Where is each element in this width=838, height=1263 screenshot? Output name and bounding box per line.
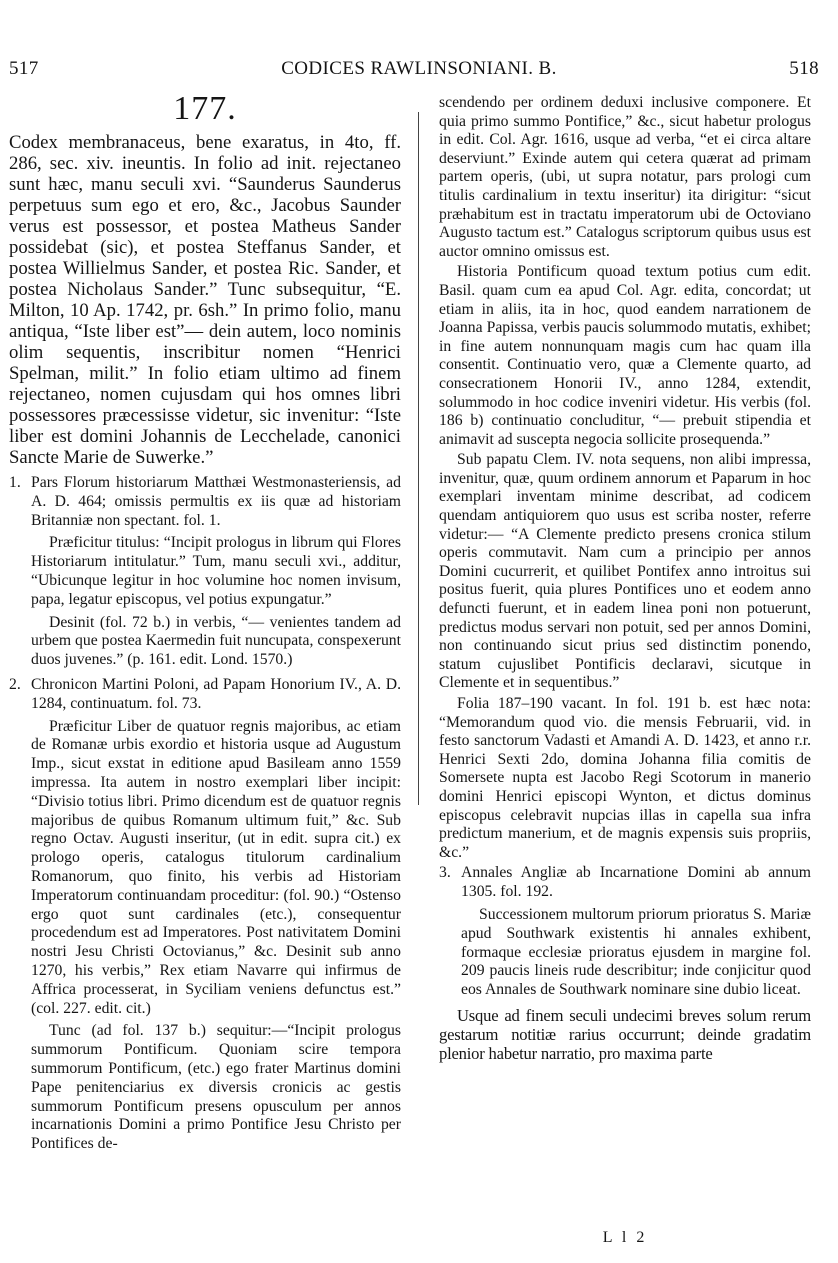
item-2-paragraph: Tunc (ad fol. 137 b.) sequitur:—“Incipit prologus summorum Pontificum. Quoniam scire tempora summorum Pontificum, (etc.) ego frater Martinus domini Pape penitenciarius ex diversis cronicis ac gestis summorum Pontificum presens opusculum per annos incarnationis Domini a primo Pontifice Jesu Christo per Pontifices de- [31, 1022, 401, 1153]
column-divider [418, 112, 419, 805]
running-title: CODICES RAWLINSONIANI. B. [281, 58, 557, 79]
entry-number: 177. [173, 90, 237, 127]
item-title: Pars Florum historiarum Matthæi Westmonasteriensis, ad A. D. 464; omissis permultis ex iis quæ ad historiam Britanniæ non spectant. fol. 1. [31, 474, 401, 529]
item-number: 2. [9, 675, 21, 693]
item-2-paragraph: Folia 187–190 vacant. In fol. 191 b. est hæc nota: “Memorandum quod vio. die mensis Februarii, vid. in festo sanctorum Vadasti et Amandi A. D. 1423, et anno r.r. Henrici Sexti 2do, domina Johanna filia comitis de Somersete nupta est Jacobo Regi Scotorum in manerio domini Henrici episcopi Wynton, et dictus dominus episcopus celebravit nupcias illas in capella sua infra predictum manerium, et de magnis expensis suis propriis, &c.” [439, 695, 811, 861]
item-2-paragraph: Præficitur Liber de quatuor regnis majoribus, ac etiam de Romanæ urbis exordio et historia usque ad Augustum Imp., sicut exstat in editione apud Basileam anno 1559 impressa. Ita autem in nostro exemplari liber incipit: “Divisio totius libri. Primo dicendum est de quatuor regnis majoribus de quibus Romanum ultimum fuit,” &c. Sub regno Octav. Augusti inseritur, (ut in edit. supra cit.) ex prologo operis, catalogus titulorum cardinalium Romanorum, quo finito, his verbis ad Historiam Imperatorum continuandam proceditur: (fol. 90.) “Ostenso ergo quot sunt cardinales (etc.), consequentur procedendum est ad Imperatores. Post nativitatem Domini nostri Jesu Christi Octovianus,” &c. Desinit sub anno 1270, his verbis,” Rex etiam Navarre qui infirmus de Affrica processerat, in Syciliam veniens defunctus est.” (col. 227. edit. cit.) [31, 717, 401, 1017]
item-title: Chronicon Martini Poloni, ad Papam Honorium IV., A. D. 1284, continuatum. fol. 73. [31, 675, 401, 712]
item-3-heading [439, 864, 811, 902]
item-3-paragraph: Successionem multorum priorum prioratus S. Mariæ apud Southwark existentis hi annales exhibent, formaque ecclesiæ prioratus ejusdem in margine fol. 209 paucis lineis rude describitur; inde conjicitur quod eos Annales de Southwark nominare sine dubio liceat. [461, 905, 811, 999]
item-2-continuation: scendendo per ordinem deduxi inclusive componere. Et quia primo summo Pontifice,” &c., sicut habetur prologus in edit. Col. Agr. 1616, usque ad verba, “et ei circa altare deserviunt.” Exinde autem qui cetera quærat ad primam partem operis, (ubi, ut supra notatur, pars prologi cum titulis cardinalium in textu inseritur) ita dirigitur: “sicut præhabitum est in tractatu imperatorum ubi de Octoviano Augusto tactum est.” Catalogus scriptorum quibus usus est auctor omnino omissus est. [439, 94, 811, 260]
signature-mark: L l 2 [602, 1229, 648, 1246]
item-2-heading [9, 676, 401, 714]
item-1-paragraph: Desinit (fol. 72 b.) in verbis, “— venientes tandem ad urbem que postea Kaermedin fuit nuncupata, conspexerunt duos juvenes.” (p. 161. edit. Lond. 1570.) [31, 613, 401, 669]
item-1-paragraph: Præficitur titulus: “Incipit prologus in librum qui Flores Historiarum intitulatur.” Tum, manu seculi xvi., additur, “Ubicunque legitur in hoc volumine hoc nomen invisum, papa, legatur episcopus, vel potius expungatur.” [31, 534, 401, 608]
item-2-paragraph: Sub papatu Clem. IV. nota sequens, non alibi impressa, invenitur, quæ, quum ordinem annorum et Paparum in hoc exemplari inventam minime describat, ad codicem quendam antiquiorem quo usus est scriba noster, referre videtur:— “A Clemente predicto presens cronica stilum operis commutavit. Nam cum a principio per annos Domini cucurrerit, et quilibet Pontifex anno introitus sui positus fuerit, quia plures Pontifices uno et eodem anno defuncti fuerunt, et in eadem linea poni non potuerunt, predictus modus servari non potuit, sed per annos Domini, non continuando sicut prius sed distinctim ponendo, statum cujuslibet Pontificis declaravi, sicutque in Clemente et in sequentibus.” [439, 451, 811, 692]
left-column [9, 92, 401, 1154]
item-1-heading [9, 474, 401, 530]
entry-description: Codex membranaceus, bene exaratus, in 4to, ff. 286, sec. xiv. ineuntis. In folio ad init. rejectaneo sunt hæc, manu seculi xvi. “Saunderus Saunderus perpetuus sum ego et ero, &c., Jacobus Saunder verus est possessor, et postea Matheus Sander possidebat (sic), et postea Steffanus Sander, et postea Willielmus Sander, et postea Ric. Sander, et postea Nicholaus Sander.” Tunc subsequitur, “E. Milton, 10 Ap. 1742, pr. 6sh.” In primo folio, manu antiqua, “Iste liber est”— dein autem, loco nominis olim sequentis, inscribitur nomen “Henrici Spelman, milit.” In folio etiam ultimo ad finem rejectaneo, nomen cujusdam qui hos omnes libri possessores præcessisse videtur, sic invenitur: “Iste liber est domini Johannis de Lecchelade, canonici Sancte Marie de Suwerke.” [9, 132, 401, 468]
right-column [439, 92, 811, 1063]
page-number-right: 518 [789, 58, 819, 79]
item-title: Annales Angliæ ab Incarnatione Domini ab annum 1305. fol. 192. [461, 864, 811, 901]
item-number: 1. [9, 474, 21, 491]
page-number-left: 517 [9, 58, 39, 79]
item-2-paragraph: Historia Pontificum quoad textum potius cum edit. Basil. quam cum ea apud Col. Agr. edita, concordat; ut etiam in aliis, ita in hoc, quod eandem narrationem de Joanna Papissa, verbis paucis solummodo mutatis, exhibet; in fine autem nonnunquam magis cum hac quam illa consentit. Continuatio vero, quæ a Clemente quarto, ad consecrationem Honorii IV., anno 1284, extendit, solummodo in hoc codice inveniri videtur. His verbis (fol. 186 b) continuatio concluditur, “— prebuit stipendia et animavit ad suscepta negocia sollicite prosequenda.” [439, 263, 811, 448]
item-number: 3. [439, 864, 451, 882]
item-3-paragraph: Usque ad finem seculi undecimi breves solum rerum gestarum notitiæ rarius occurrunt; deinde gradatim plenior habetur narratio, pro maxima parte [439, 1005, 811, 1063]
